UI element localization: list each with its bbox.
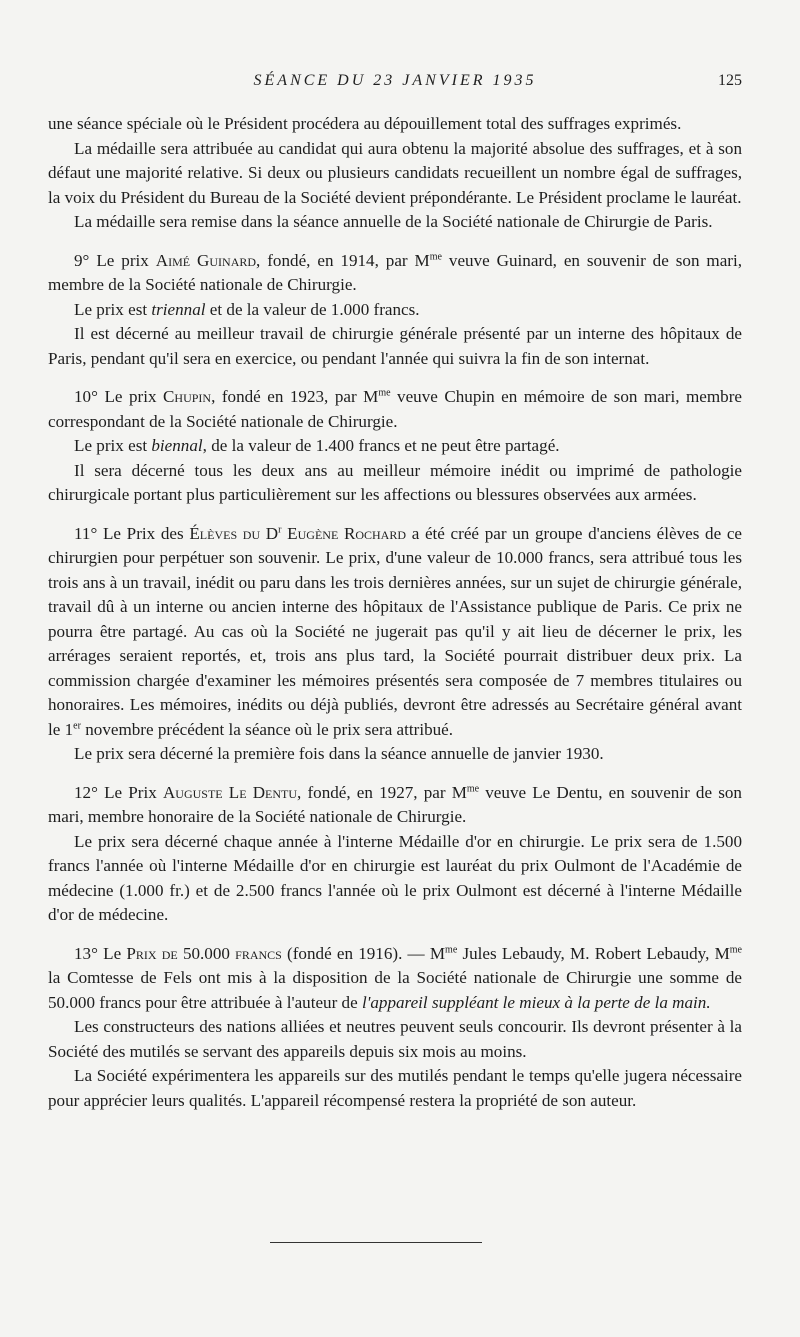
prix-11-section [48, 522, 742, 767]
running-head [48, 72, 742, 96]
emphasis: triennal [151, 299, 206, 319]
superscript: me [445, 943, 458, 955]
intro-section [48, 112, 742, 235]
superscript: me [378, 387, 391, 399]
prize-lead: Le Prix [104, 782, 157, 802]
prix-12-section [48, 781, 742, 928]
text: veuve Le Dentu, en souvenir de son mari, membre honoraire de la Société nationale de Chirurgie. [48, 782, 742, 826]
item-number: 11° [74, 523, 98, 543]
paragraph: Les constructeurs des nations alliées et neutres peuvent seuls concourir. Ils devront présenter à la Société des mutilés se servant des appareils depuis six mois au moins. [48, 1017, 742, 1061]
prix-9-section [48, 249, 742, 372]
paragraph: Le prix sera décerné la première fois dans la séance annuelle de janvier 1930. [74, 744, 604, 763]
emphasis: biennal [151, 436, 203, 455]
paragraph: Le prix sera décerné chaque année à l'interne Médaille d'or en chirurgie. Le prix sera de 1.500 francs l'année où l'interne Médaille d'or en chirurgie est lauréat du prix Oulmont de l'Académie de médecine (1.000 fr.) et de 2.500 francs l'année où le prix Oulmont est décerné à l'interne Médaille d'or de médecine. [48, 831, 742, 924]
emphasis: l'appareil suppléant le mieux à la perte de la main. [361, 992, 711, 1012]
item-number: 12° [74, 782, 98, 802]
text: a été créé par un groupe d'anciens élèves de ce chirurgien pour perpétuer son souvenir. Le prix, d'une valeur de 10.000 francs, sera attribué tous les trois ans à un travail, inédit ou paru dans les trois dernières années, sur un sujet de chirurgie générale, travail dû à un interne ou ancien interne des hôpitaux de l'Assistance publique de Paris. Ce prix ne pourra être partagé. Au cas où la Société ne jugerait pas qu'il y ait lieu de décerner le prix, les arrérages seraient reportés, et, trois ans plus tard, la Société pourrait distribuer deux prix. La commission chargée d'examiner les mémoires présentés sera composée de 7 membres titulaires ou honoraires. Les mémoires, inédits ou déjà publiés, devront être adressés au Secrétaire général avant le 1 [48, 523, 743, 739]
item-number: 10° [74, 387, 98, 406]
text: et de la valeur de 1.000 francs. [205, 299, 420, 319]
document-page [48, 72, 742, 1113]
running-title: SÉANCE DU 23 JANVIER 1935 [253, 72, 537, 89]
prize-lead: Le prix [96, 250, 149, 270]
paragraph: Il sera décerné tous les deux ans au meilleur mémoire inédit ou imprimé de pathologie chirurgicale portant plus particulièrement sur les affections ou blessures observées aux armées. [48, 460, 742, 504]
item-number: 9° [74, 250, 90, 270]
prize-lead: Le [103, 943, 122, 963]
prize-name: Chupin [163, 387, 212, 406]
text: la Comtesse de Fels ont mis à la disposition de la Société nationale de Chirurgie une somme de 50.000 francs pour être attribuée à l'auteur de [48, 968, 742, 1012]
prix-10-section [48, 385, 742, 508]
paragraph [48, 385, 742, 434]
prize-name: Prix de 50.000 francs [126, 943, 282, 963]
superscript: er [73, 719, 81, 731]
paragraph: une séance spéciale où le Président procédera au dépouillement total des suffrages exprimés. [48, 114, 682, 133]
paragraph [48, 249, 742, 298]
item-number: 13° [74, 943, 98, 963]
prize-name: Eugène Rochard [287, 523, 407, 543]
text: , fondé en 1923, par M [211, 387, 379, 406]
paragraph: La médaille sera remise dans la séance annuelle de la Société nationale de Chirurgie de Paris. [74, 212, 713, 231]
paragraph [48, 522, 742, 743]
superscript: me [466, 782, 480, 794]
prize-name: Aimé Guinard [155, 250, 257, 270]
text: veuve Guinard, en souvenir de son mari, membre de la Société nationale de Chirurgie. [48, 250, 743, 294]
text: novembre précédent la séance où le prix sera attribué. [80, 719, 454, 739]
text: , de la valeur de 1.400 francs et ne peut être partagé. [202, 436, 560, 455]
prize-lead: Le Prix des [102, 523, 184, 543]
paragraph: Il est décerné au meilleur travail de chirurgie générale présenté par un interne des hôpitaux de Paris, pendant qu'il sera en exercice, ou pendant l'année qui suivra la fin de son internat. [48, 324, 742, 368]
text: Le prix est [74, 436, 152, 455]
page-number: 125 [718, 72, 742, 89]
superscript: me [729, 943, 742, 955]
text: Jules Lebaudy, M. Robert Lebaudy, M [457, 943, 730, 963]
text: , fondé, en 1914, par M [256, 250, 430, 270]
closing-rule [270, 1242, 482, 1243]
text: (fondé en 1916). — M [281, 943, 446, 963]
prize-name: Élèves du D [189, 523, 279, 543]
prize-name: Auguste Le Dentu [162, 782, 298, 802]
superscript: r [278, 523, 282, 535]
prix-13-section [48, 942, 742, 1114]
text: Le prix est [74, 299, 152, 319]
text: , fondé, en 1927, par M [297, 782, 467, 802]
paragraph: La Société expérimentera les appareils sur des mutilés pendant le temps qu'elle jugera nécessaire pour apprécier leurs qualités. L'appareil récompensé restera la propriété de son auteur. [48, 1066, 742, 1110]
paragraph [48, 781, 742, 830]
paragraph: La médaille sera attribuée au candidat qui aura obtenu la majorité absolue des suffrages, et à son défaut une majorité relative. Si deux ou plusieurs candidats recueillent un nombre égal de suffrages, la voix du Président du Bureau de la Société devient prépondérante. Le Président proclame le lauréat. [48, 138, 742, 207]
paragraph [48, 298, 742, 323]
paragraph [48, 942, 742, 1016]
text: veuve Chupin en mémoire de son mari, membre correspondant de la Société nationale de Chirurgie. [48, 387, 743, 431]
superscript: me [429, 250, 442, 262]
paragraph [48, 434, 742, 459]
prize-lead: Le prix [104, 387, 157, 406]
